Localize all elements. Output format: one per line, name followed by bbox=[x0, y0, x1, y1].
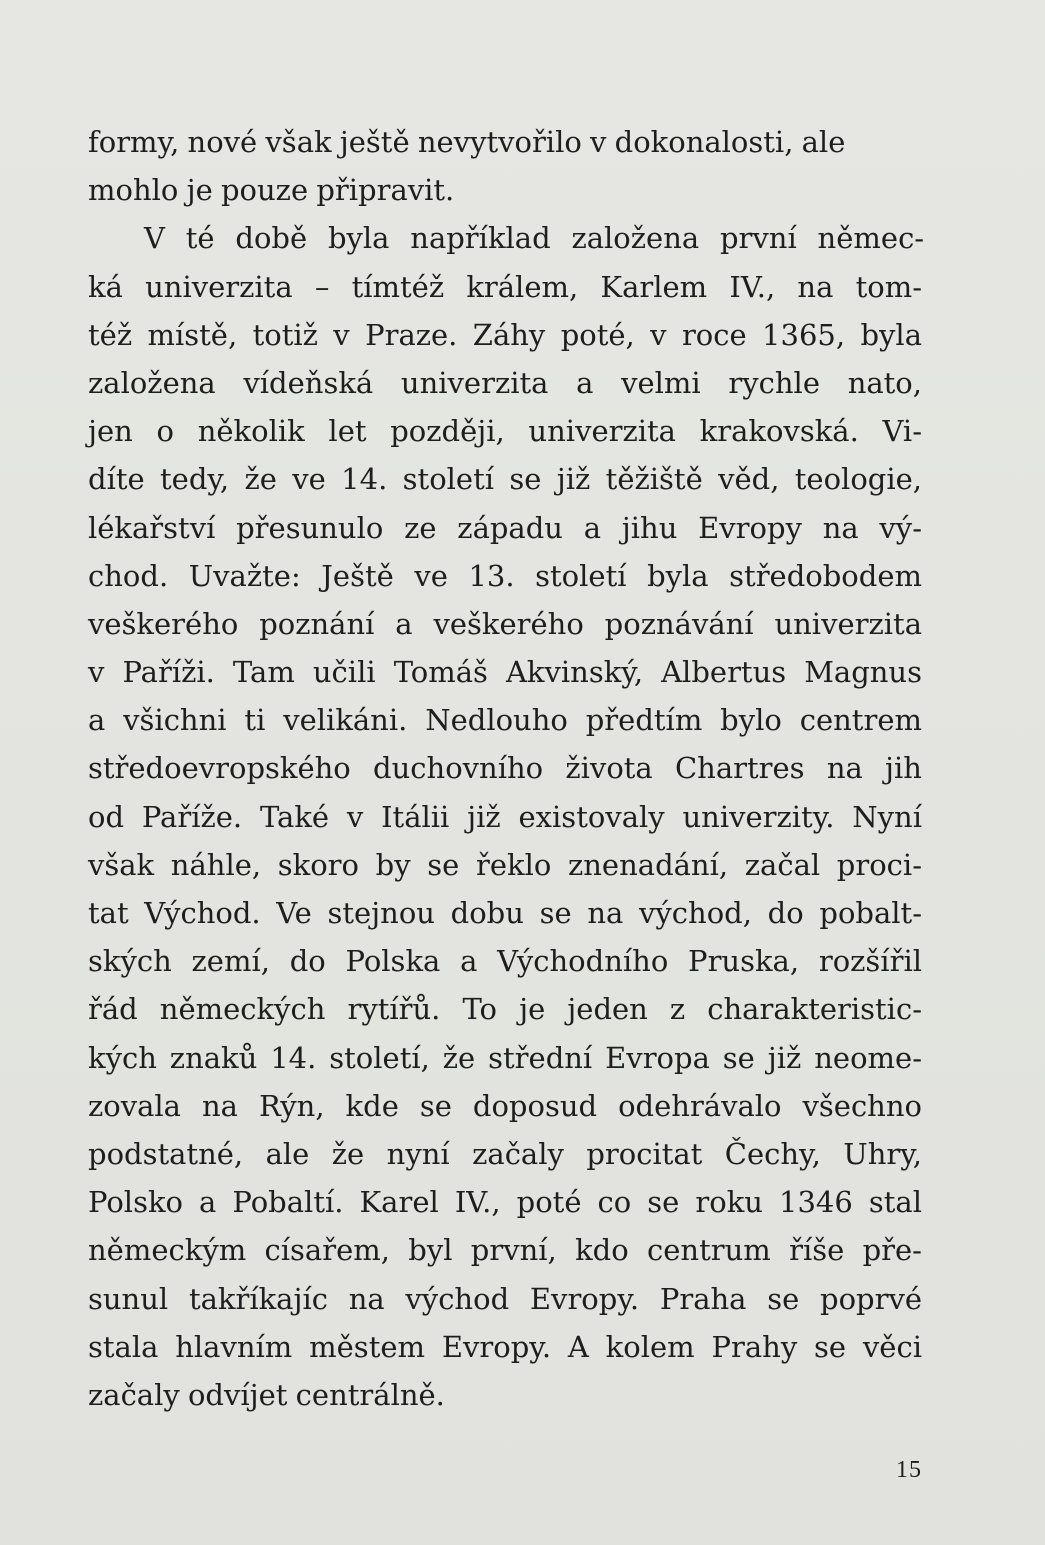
text-line: formy, nové však ještě nevytvořilo v dokonalosti, ale bbox=[88, 125, 846, 159]
text-line: v Paříži. Tam učili Tomáš Akvinský, Albertus Magnus bbox=[88, 655, 922, 690]
text-line: Polsko a Pobaltí. Karel IV., poté co se roku 1346 stal bbox=[88, 1185, 922, 1220]
text-line: řád německých rytířů. To je jeden z charakteristic- bbox=[88, 992, 922, 1027]
text-line: ských zemí, do Polska a Východního Pruska, rozšířil bbox=[88, 944, 922, 979]
text-line: začaly odvíjet centrálně. bbox=[88, 1377, 445, 1412]
text-line: tat Východ. Ve stejnou dobu se na východ, do pobalt- bbox=[88, 896, 922, 930]
paragraph-start-line: V té době byla například založena první němec- bbox=[144, 221, 922, 256]
text-line: jen o několik let později, univerzita krakovská. Vi- bbox=[88, 414, 922, 449]
text-line: lékařství přesunulo ze západu a jihu Evropy na vý- bbox=[88, 510, 922, 545]
text-line: však náhle, skoro by se řeklo znenadání, začal proci- bbox=[88, 847, 922, 882]
body-text bbox=[88, 118, 922, 1419]
text-line: sunul takříkajíc na východ Evropy. Praha se poprvé bbox=[88, 1281, 922, 1316]
text-line: a všichni ti velikáni. Nedlouho předtím bylo centrem bbox=[88, 703, 922, 738]
text-line: veškerého poznání a veškerého poznávání univerzita bbox=[88, 606, 922, 641]
text-line: od Paříže. Také v Itálii již existovaly univerzity. Nyní bbox=[88, 799, 922, 834]
text-line: ká univerzita – tímtéž králem, Karlem IV., na tom- bbox=[88, 269, 922, 304]
text-line: chod. Uvažte: Ještě ve 13. století byla středobodem bbox=[88, 558, 922, 593]
text-line: též místě, totiž v Praze. Záhy poté, v roce 1365, byla bbox=[88, 317, 922, 352]
text-line: německým císařem, byl první, kdo centrum říše pře- bbox=[88, 1233, 922, 1268]
text-line: zovala na Rýn, kde se doposud odehrávalo všechno bbox=[88, 1088, 922, 1123]
text-line: podstatné, ale že nyní začaly procitat Čechy, Uhry, bbox=[88, 1136, 922, 1171]
text-line: mohlo je pouze připravit. bbox=[88, 173, 455, 208]
text-line: stala hlavním městem Evropy. A kolem Prahy se věci bbox=[88, 1329, 922, 1364]
text-line: založena vídeňská univerzita a velmi rychle nato, bbox=[88, 365, 922, 400]
page-number: 15 bbox=[896, 1457, 922, 1483]
text-line: díte tedy, že ve 14. století se již těžiště věd, teologie, bbox=[88, 462, 922, 497]
text-line: kých znaků 14. století, že střední Evropa se již neome- bbox=[88, 1040, 922, 1075]
text-line: středoevropského duchovního života Chartres na jih bbox=[88, 751, 922, 786]
